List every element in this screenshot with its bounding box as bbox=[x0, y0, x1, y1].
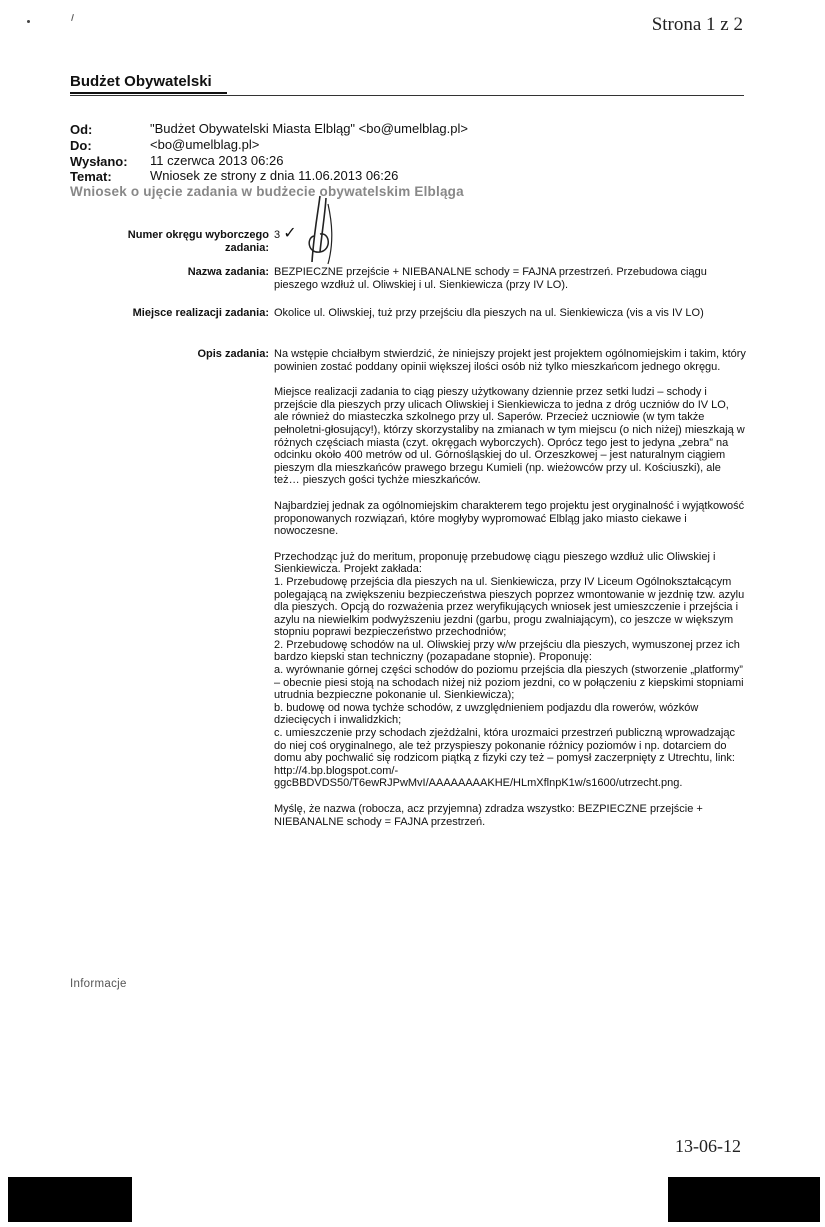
to-label: Do: bbox=[70, 138, 92, 153]
description-paragraph: Myślę, że nazwa (robocza, acz przyjemna) zdradza wszystko: BEZPIECZNE przejście + NIEBANALNE schody = FAJNA przestrzeń. bbox=[274, 803, 703, 828]
description-paragraph: Najbardziej jednak za ogólnomiejskim charakterem tego projektu jest oryginalność i wyjątkowość proponowanych rozwiązań, które mogłyby wypromować Elbląg jako miasto ciekawe i nowoczesne. bbox=[274, 499, 745, 538]
location-label: Miejsce realizacji zadania: bbox=[132, 307, 269, 319]
scan-speck bbox=[71, 14, 74, 21]
scan-redaction-bar-right bbox=[668, 1177, 820, 1222]
header-divider bbox=[70, 95, 744, 96]
sent-value: 11 czerwca 2013 06:26 bbox=[150, 153, 284, 168]
district-value bbox=[274, 225, 746, 242]
district-number: 3 bbox=[274, 229, 281, 241]
description-paragraph: Na wstępie chciałbym stwierdzić, że niniejszy projekt jest projektem ogólnomiejskim i takim, który powinien zostać poddany opinii większej ilości osób niż tylko mieszkańcom jednego okręgu. bbox=[274, 348, 746, 373]
sent-label: Wysłano: bbox=[70, 154, 128, 169]
from-value: "Budżet Obywatelski Miasta Elbląg" <bo@umelblag.pl> bbox=[150, 121, 468, 136]
scan-speck bbox=[27, 20, 30, 23]
stamp-date: 13-06-12 bbox=[675, 1136, 741, 1156]
scan-redaction-bar-left bbox=[8, 1177, 132, 1222]
page-number: Strona 1 z 2 bbox=[651, 14, 743, 35]
title-underline bbox=[70, 92, 227, 94]
location-value: Okolice ul. Oliwskiej, tuż przy przejściu dla pieszych na ul. Sienkiewicza (vis a vis IV LO) bbox=[274, 307, 704, 319]
description-body bbox=[274, 348, 746, 841]
check-mark-icon: ✓ bbox=[283, 225, 297, 242]
form-title: Wniosek o ujęcie zadania w budżecie obywatelskim Elbląga bbox=[70, 184, 464, 199]
district-label: Numer okręgu wyborczego zadania: bbox=[127, 229, 269, 254]
description-label: Opis zadania: bbox=[197, 348, 269, 360]
task-name-value: BEZPIECZNE przejście + NIEBANALNE schody = FAJNA przestrzeń. Przebudowa ciągu pieszego wzdłuż ul. Oliwskiej i ul. Sienkiewicza (przy IV LO). bbox=[274, 266, 707, 291]
subject-label: Temat: bbox=[70, 169, 112, 184]
info-label: Informacje bbox=[70, 978, 127, 990]
subject-value: Wniosek ze strony z dnia 11.06.2013 06:26 bbox=[150, 168, 399, 183]
task-name-label: Nazwa zadania: bbox=[187, 266, 269, 278]
description-paragraph: Przechodząc już do meritum, proponuję przebudowę ciągu pieszego wzdłuż ulic Oliwskiej i Sienkiewicza. Projekt zakłada: 1. Przebudowę przejścia dla pieszych na ul. Sienkiewicza, przy IV Liceum Ogólnokształcącym polegającą na zwiększeniu bezpieczeństwa pieszych poprzez wmontowanie w jezdnię tzw. azylu dla pieszych. Opcją do rozważenia przez weryfikujących wniosek jest umieszczenie i przejścia i azylu na niewielkim podwyższeniu jezdni (garbu, progu zwalniającym), co jeszcze w większym stopniu poprawi bezpieczeństwo przechodniów; 2. Przebudowę schodów na ul. Oliwskiej przy w/w przejściu dla pieszych, wymuszonej przez ich bardzo kiepski stan techniczny (pozapadane stopnie). Proponuję: a. wyrównanie górnej części schodów do poziomu przejścia dla pieszych (stworzenie „platformy” – obecnie piesi stoją na schodach niżej niż poziom jezdni, co w połączeniu z kiepskimi stopniami utrudnia bezpieczne pokonanie ul. Sienkiewicza); b. budowę od nowa tychże schodów, z uwzględnieniem podjazdu dla rowerów, wózków dziecięcych i inwalidzkich; c. umieszczenie przy schodach zjeżdżalni, która urozmaici przestrzeń publiczną wprowadzając do niej coś oryginalnego, ale też przyspieszy pokonanie różnicy poziomów i np. dotarciem do domu aby pochwalić się rodzicom piątką z fizyki czy też – pomysł zaczerpnięty z Utrechtu, link: http://4.bp.blogspot.com/-ggcBBDVDS50/T6ewRJPwMvI/AAAAAAAAKHE/HLmXflnpK1w/s1600/utrzecht.png. bbox=[274, 550, 745, 790]
from-label: Od: bbox=[70, 122, 93, 137]
to-value: <bo@umelblag.pl> bbox=[150, 137, 260, 152]
document-title: Budżet Obywatelski bbox=[70, 73, 212, 90]
description-paragraph: Miejsce realizacji zadania to ciąg pieszy użytkowany dziennie przez setki ludzi – schody i przejście dla pieszych przy ulicach Oliwskiej i Sienkiewicza to jedna z dróg uczniów do IV LO, ale również do miasteczka szkolnego przy ul. Saperów. Przecież uczniowie (w tym także pełnoletni-głosujący!), którzy skorzystaliby na zmianach w tym miejscu (o nich niżej) mieszkają w różnych częściach miasta (czyt. okręgach wyborczych). Oprócz tego jest to jedyna „zebra” na odcinku około 400 metrów od ul. Górnośląskiej do ul. Orzeszkowej – jest naturalnym ciągiem pieszym dla mieszkańców prawego brzegu Kumieli (np. wieżowców przy ul. Kościuszki), ale też… pieszych gości tychże mieszkańców. bbox=[274, 386, 745, 487]
